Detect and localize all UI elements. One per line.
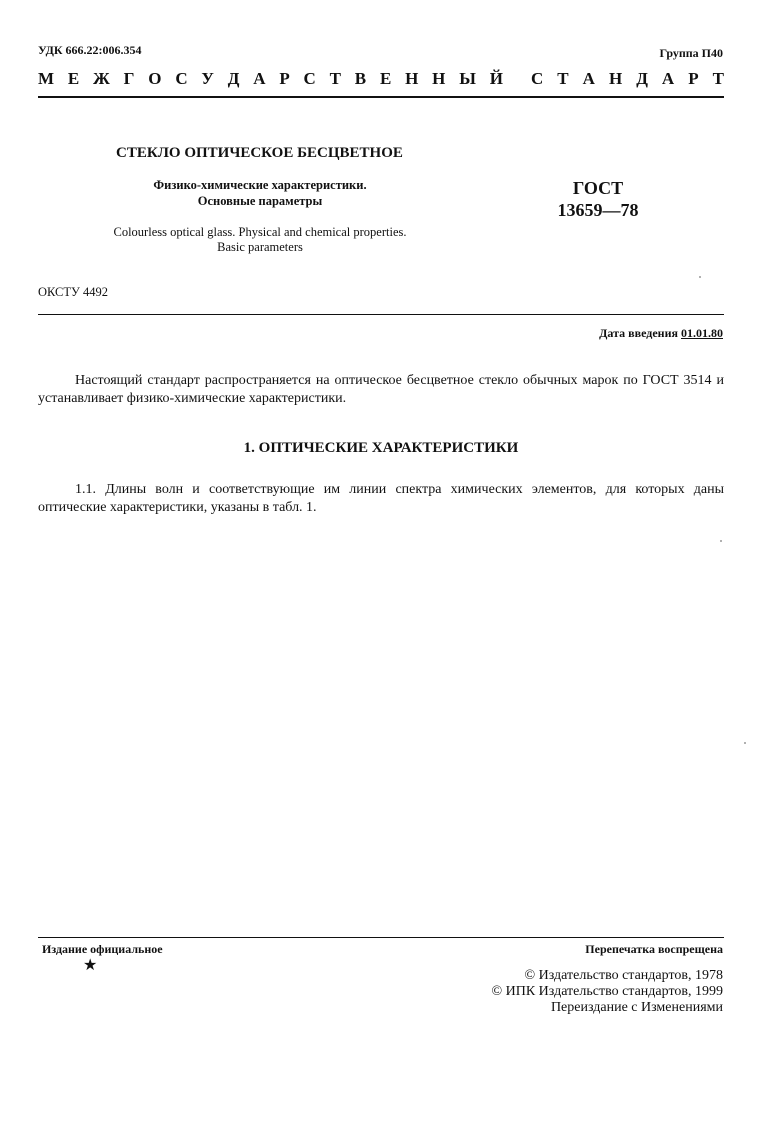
header-rule bbox=[38, 96, 724, 98]
banner-letter: М bbox=[38, 69, 55, 88]
banner-word-standard bbox=[531, 69, 724, 89]
subtitle-line-1: Физико-химические характеристики. bbox=[153, 178, 367, 192]
english-title-line-2: Basic parameters bbox=[217, 240, 303, 254]
section-1-heading: 1. ОПТИЧЕСКИЕ ХАРАКТЕРИСТИКИ bbox=[243, 440, 519, 456]
document-subtitle bbox=[110, 177, 410, 209]
banner-letter: О bbox=[148, 69, 162, 88]
english-title-line-1: Colourless optical glass. Physical and chemical properties. bbox=[113, 225, 407, 239]
banner-letter: С bbox=[531, 69, 544, 88]
banner-letter: А bbox=[253, 69, 266, 88]
banner-letter: У bbox=[201, 69, 214, 88]
banner-letter: Р bbox=[688, 69, 699, 88]
banner-letter: Е bbox=[67, 69, 80, 88]
interstate-standard-banner bbox=[38, 69, 724, 89]
scan-speck bbox=[744, 742, 746, 744]
banner-letter: С bbox=[175, 69, 188, 88]
banner-letter: Д bbox=[636, 69, 648, 88]
group-code: Группа П40 bbox=[659, 46, 723, 60]
banner-letter: С bbox=[303, 69, 316, 88]
banner-word-interstate bbox=[38, 69, 503, 89]
official-edition-label: Издание официальное bbox=[42, 942, 163, 956]
banner-letter: Н bbox=[405, 69, 419, 88]
clause-1-1: 1.1. Длины волн и соответствующие им линии спектра химических элементов, для которых даны оптические характеристики, указаны в табл. 1. bbox=[38, 482, 724, 515]
banner-letter: Н bbox=[432, 69, 446, 88]
subtitle-line-2: Основные параметры bbox=[197, 194, 323, 208]
banner-letter: А bbox=[582, 69, 595, 88]
banner-letter: Г bbox=[123, 69, 135, 88]
udk-code: УДК 666.22:006.354 bbox=[38, 43, 142, 57]
gost-number: 13659—78 bbox=[557, 200, 639, 220]
star-icon: ★ bbox=[83, 957, 98, 974]
banner-letter: Р bbox=[279, 69, 290, 88]
copyright-line-3: Переиздание с Изменениями bbox=[550, 1000, 723, 1015]
scan-speck bbox=[720, 540, 722, 542]
date-value: 01.01.80 bbox=[681, 326, 723, 340]
banner-letter: Т bbox=[329, 69, 341, 88]
introduction-date bbox=[599, 326, 723, 341]
gost-designation bbox=[548, 177, 648, 221]
banner-letter: Т bbox=[712, 69, 724, 88]
okstu-code: ОКСТУ 4492 bbox=[38, 285, 109, 299]
banner-letter: В bbox=[354, 69, 367, 88]
copyright-block bbox=[491, 968, 723, 1016]
gost-label: ГОСТ bbox=[572, 178, 624, 198]
title-block-rule bbox=[38, 314, 724, 315]
banner-letter: Ы bbox=[459, 69, 476, 88]
banner-letter: Е bbox=[379, 69, 392, 88]
intro-paragraph: Настоящий стандарт распространяется на оптическое бесцветное стекло обычных марок по ГОСТ 3514 и устанавливает физико-химические характеристики. bbox=[38, 373, 724, 406]
reprint-prohibited-label: Перепечатка воспрещена bbox=[585, 942, 723, 956]
english-title bbox=[80, 225, 440, 255]
copyright-line-2: © ИПК Издательство стандартов, 1999 bbox=[491, 984, 723, 999]
date-label: Дата введения bbox=[599, 326, 678, 340]
copyright-line-1: © Издательство стандартов, 1978 bbox=[524, 968, 723, 983]
banner-letter: Ж bbox=[93, 69, 110, 88]
banner-letter: А bbox=[661, 69, 675, 88]
document-title: СТЕКЛО ОПТИЧЕСКОЕ БЕСЦВЕТНОЕ bbox=[116, 145, 403, 161]
scan-speck bbox=[699, 276, 701, 278]
banner-letter: Т bbox=[557, 69, 569, 88]
banner-letter: Д bbox=[227, 69, 240, 88]
banner-letter: Й bbox=[489, 69, 503, 88]
banner-letter: Н bbox=[608, 69, 623, 88]
footer-rule bbox=[38, 937, 724, 938]
